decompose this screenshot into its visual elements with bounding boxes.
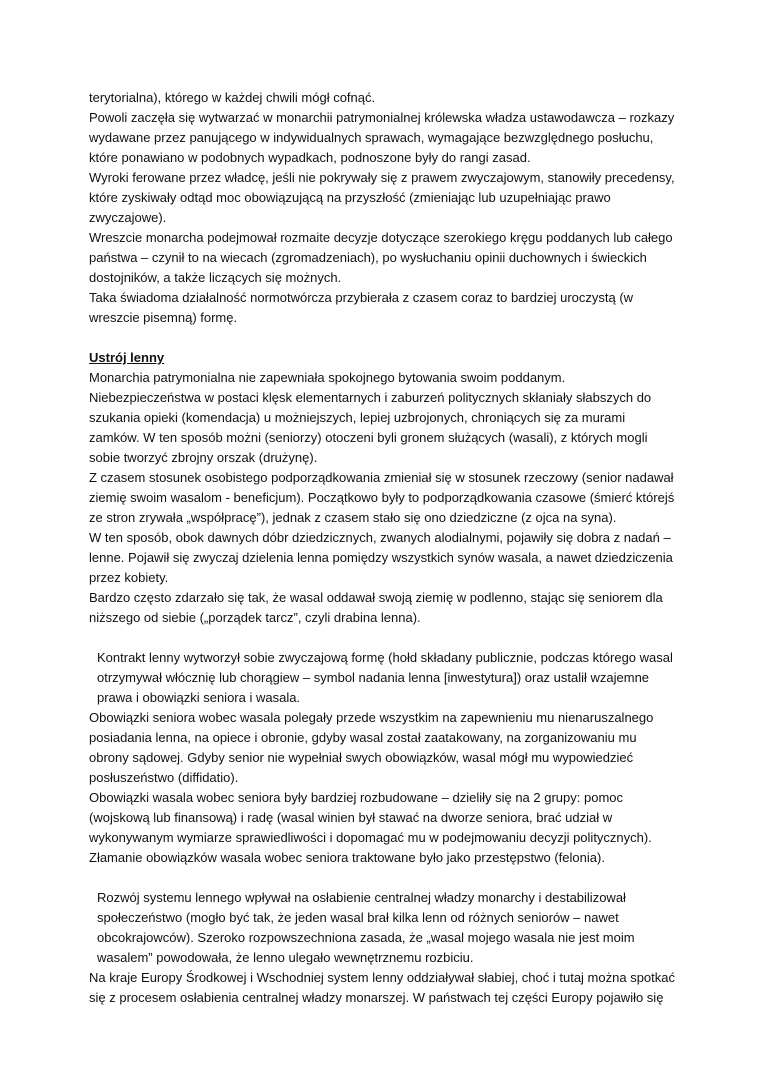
paragraph: Powoli zaczęła się wytwarzać w monarchii patrymonialnej królewska władza ustawodawcza – rozkazy wydawane przez panującego w indywidualnych sprawach, wymagające bezwzględnego posłuchu, które ponawiano w podobnych wypadkach, podnoszone były do rangi zasad. xyxy=(89,110,675,165)
paragraph: Monarchia patrymonialna nie zapewniała spokojnego bytowania swoim poddanym. xyxy=(89,370,566,385)
paragraph: Obowiązki seniora wobec wasala polegały przede wszystkim na zapewnieniu mu nienaruszalnego posiadania lenna, na opiece i obronie, gdyby wasal został zaatakowany, na zorganizowaniu mu obrony sądowej. Gdyby senior nie wypełniał swych obowiązków, wasal mógł mu wypowiedzieć posłuszeństwo (diffidatio). xyxy=(89,710,654,785)
paragraph: Złamanie obowiązków wasala wobec seniora traktowane było jako przestępstwo (felonia). xyxy=(89,850,605,865)
paragraph: Z czasem stosunek osobistego podporządkowania zmieniał się w stosunek rzeczowy (senior nadawał ziemię swoim wasalom - beneficjum). Początkowo były to podporządkowania czasowe (śmierć którejś ze stron zrywała „współpracę”), jednak z czasem stało się ono dziedziczne (z ojca na syna). xyxy=(89,470,675,525)
paragraph-gap xyxy=(89,328,679,348)
paragraph: Wyroki ferowane przez władcę, jeśli nie pokrywały się z prawem zwyczajowym, stanowiły precedensy, które zyskiwały odtąd moc obowiązującą na przyszłość (zmieniając lub uzupełniając prawo zwyczajowe). xyxy=(89,170,675,225)
paragraph-gap xyxy=(89,628,679,648)
document-page xyxy=(89,88,679,1008)
paragraph: Taka świadoma działalność normotwórcza przybierała z czasem coraz to bardziej uroczystą (w wreszcie pisemną) formę. xyxy=(89,290,634,325)
paragraph-gap xyxy=(89,868,679,888)
paragraph: terytorialna), którego w każdej chwili mógł cofnąć. xyxy=(89,90,376,105)
paragraph: Na kraje Europy Środkowej i Wschodniej system lenny oddziaływał słabiej, choć i tutaj można spotkać się z procesem osłabienia centralnej władzy monarszej. W państwach tej części Europy pojawiło się xyxy=(89,970,675,1005)
paragraph: Niebezpieczeństwa w postaci klęsk elementarnych i zaburzeń politycznych skłaniały słabszych do szukania opieki (komendacja) u możniejszych, lepiej uzbrojonych, chroniących się za murami zamków. W ten sposób możni (seniorzy) otoczeni byli gronem służących (wasali), z których mogli sobie tworzyć zbrojny orszak (drużynę). xyxy=(89,390,652,465)
paragraph: Kontrakt lenny wytworzył sobie zwyczajową formę (hołd składany publicznie, podczas którego wasal otrzymywał włócznię lub chorągiew – symbol nadania lenna [inwestytura]) oraz ustalił wzajemne prawa i obowiązki seniora i wasala. xyxy=(97,650,673,705)
paragraph: Rozwój systemu lennego wpływał na osłabienie centralnej władzy monarchy i destabilizował społeczeństwo (mogło być tak, że jeden wasal brał kilka lenn od różnych seniorów – nawet obcokrajowców). Szeroko rozpowszechniona zasada, że „wasal mojego wasala nie jest moim wasalem” powodowała, że lenno ulegało wewnętrznemu rozbiciu. xyxy=(97,890,635,965)
section-heading: Ustrój lenny xyxy=(89,350,165,365)
paragraph: W ten sposób, obok dawnych dóbr dziedzicznych, zwanych alodialnymi, pojawiły się dobra z nadań – lenne. Pojawił się zwyczaj dzielenia lenna pomiędzy wszystkich synów wasala, a nawet dziedziczenia przez kobiety. xyxy=(89,530,673,585)
paragraph: Wreszcie monarcha podejmował rozmaite decyzje dotyczące szerokiego kręgu poddanych lub całego państwa – czynił to na wiecach (zgromadzeniach), po wysłuchaniu opinii duchownych i świeckich dostojników, a także liczących się możnych. xyxy=(89,230,673,285)
paragraph: Obowiązki wasala wobec seniora były bardziej rozbudowane – dzieliły się na 2 grupy: pomoc (wojskową lub finansową) i radę (wasal winien był stawać na dworze seniora, brać udział w wykonywanym wymiarze sprawiedliwości i dopomagać mu w podejmowaniu decyzji politycznych). xyxy=(89,790,652,845)
paragraph: Bardzo często zdarzało się tak, że wasal oddawał swoją ziemię w podlenno, stając się seniorem dla niższego od siebie („porządek tarcz”, czyli drabina lenna). xyxy=(89,590,663,625)
